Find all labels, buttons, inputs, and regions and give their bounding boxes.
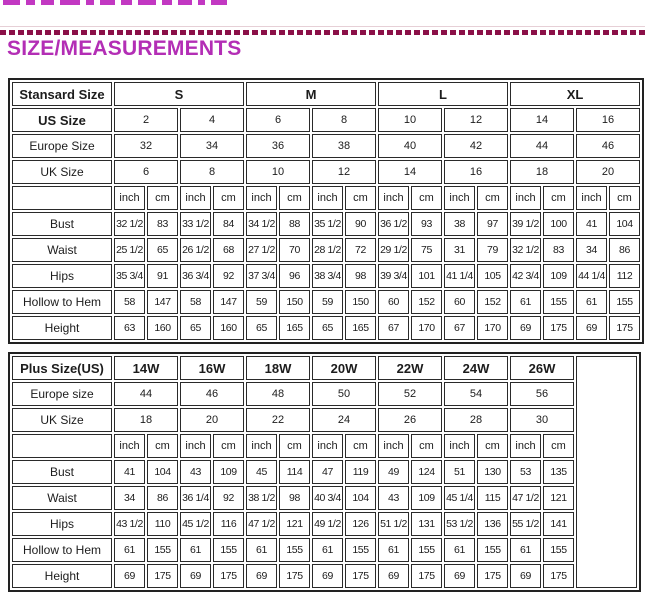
cropped-glyph	[86, 0, 94, 5]
cropped-glyph	[211, 0, 227, 5]
measure-value: 58	[180, 290, 211, 314]
measure-value: 100	[543, 212, 574, 236]
measure-value: 69	[114, 564, 145, 588]
dashed-divider	[0, 30, 645, 35]
measure-value: 58	[114, 290, 145, 314]
measure-value: 27 1/2	[246, 238, 277, 262]
row-label: UK Size	[12, 408, 112, 432]
measure-value: 33 1/2	[180, 212, 211, 236]
unit-cell: cm	[543, 186, 574, 210]
unit-cell: inch	[114, 434, 145, 458]
measure-value: 61	[378, 538, 409, 562]
measure-value: 38	[444, 212, 475, 236]
measure-value: 175	[345, 564, 376, 588]
unit-cell: cm	[213, 186, 244, 210]
unit-cell: cm	[411, 186, 442, 210]
measure-value: 101	[411, 264, 442, 288]
measure-value: 61	[114, 538, 145, 562]
measure-value: 110	[147, 512, 178, 536]
measure-value: 34	[114, 486, 145, 510]
measure-value: 69	[312, 564, 343, 588]
measure-value: 35 1/2	[312, 212, 343, 236]
measure-value: 104	[609, 212, 640, 236]
table-row	[12, 212, 640, 236]
measure-value: 69	[180, 564, 211, 588]
size-value: 16	[444, 160, 508, 184]
group-header: M	[246, 82, 376, 106]
measure-value: 61	[246, 538, 277, 562]
measure-value: 61	[576, 290, 607, 314]
size-value: 6	[246, 108, 310, 132]
size-value: 2	[114, 108, 178, 132]
size-value: 50	[312, 382, 376, 406]
measure-value: 109	[213, 460, 244, 484]
measure-value: 152	[477, 290, 508, 314]
measure-value: 47 1/2	[246, 512, 277, 536]
measure-value: 68	[213, 238, 244, 262]
size-value: 30	[510, 408, 574, 432]
unit-cell: cm	[477, 434, 508, 458]
measure-value: 67	[378, 316, 409, 340]
measure-value: 61	[180, 538, 211, 562]
measure-value: 92	[213, 264, 244, 288]
standard-size-table	[8, 78, 644, 344]
measure-value: 91	[147, 264, 178, 288]
measure-value: 175	[213, 564, 244, 588]
measure-value: 63	[114, 316, 145, 340]
unit-cell: inch	[378, 186, 409, 210]
unit-cell: inch	[378, 434, 409, 458]
unit-cell: inch	[312, 186, 343, 210]
group-header: 14W	[114, 356, 178, 380]
measure-value: 175	[609, 316, 640, 340]
measure-value: 45 1/2	[180, 512, 211, 536]
measure-value: 45	[246, 460, 277, 484]
measure-value: 141	[543, 512, 574, 536]
measure-value: 38 1/2	[246, 486, 277, 510]
measure-value: 165	[279, 316, 310, 340]
measure-value: 165	[345, 316, 376, 340]
measure-value: 130	[477, 460, 508, 484]
measure-value: 36 3/4	[180, 264, 211, 288]
measure-value: 51	[444, 460, 475, 484]
measure-value: 65	[147, 238, 178, 262]
size-value: 12	[312, 160, 376, 184]
cropped-glyph	[138, 0, 156, 5]
measure-value: 32 1/2	[114, 212, 145, 236]
table-row	[12, 408, 637, 432]
measure-value: 35 3/4	[114, 264, 145, 288]
unit-cell: cm	[279, 186, 310, 210]
measure-value: 49 1/2	[312, 512, 343, 536]
measure-value: 61	[510, 290, 541, 314]
table-row	[12, 316, 640, 340]
measure-value: 41	[114, 460, 145, 484]
measure-value: 126	[345, 512, 376, 536]
size-value: 6	[114, 160, 178, 184]
table-row	[12, 564, 637, 588]
page-title: SIZE/MEASUREMENTS	[7, 37, 242, 60]
table-row	[12, 160, 640, 184]
table-row	[12, 382, 637, 406]
size-value: 46	[576, 134, 640, 158]
measure-value: 83	[543, 238, 574, 262]
group-header: 22W	[378, 356, 442, 380]
measure-value: 104	[345, 486, 376, 510]
table-row	[12, 290, 640, 314]
unit-cell: cm	[543, 434, 574, 458]
measure-value: 40 3/4	[312, 486, 343, 510]
measure-value: 98	[345, 264, 376, 288]
group-header: S	[114, 82, 244, 106]
size-value: 8	[312, 108, 376, 132]
size-value: 28	[444, 408, 508, 432]
row-label: Waist	[12, 238, 112, 262]
unit-row-label	[12, 186, 112, 210]
cropped-glyph	[26, 0, 35, 5]
measure-value: 26 1/2	[180, 238, 211, 262]
measure-value: 65	[312, 316, 343, 340]
measure-value: 175	[411, 564, 442, 588]
size-value: 12	[444, 108, 508, 132]
unit-cell: inch	[246, 434, 277, 458]
size-value: 24	[312, 408, 376, 432]
unit-cell: cm	[147, 186, 178, 210]
row-label: Hollow to Hem	[12, 290, 112, 314]
unit-cell: inch	[510, 434, 541, 458]
measure-value: 37 3/4	[246, 264, 277, 288]
size-value: 32	[114, 134, 178, 158]
table-row	[12, 264, 640, 288]
measure-value: 42 3/4	[510, 264, 541, 288]
measure-value: 32 1/2	[510, 238, 541, 262]
size-value: 20	[180, 408, 244, 432]
cropped-glyph	[60, 0, 80, 5]
measure-value: 88	[279, 212, 310, 236]
measure-value: 53 1/2	[444, 512, 475, 536]
measure-value: 155	[543, 290, 574, 314]
group-header: XL	[510, 82, 640, 106]
size-value: 54	[444, 382, 508, 406]
measure-value: 147	[213, 290, 244, 314]
measure-value: 105	[477, 264, 508, 288]
measure-value: 65	[246, 316, 277, 340]
unit-cell: inch	[444, 186, 475, 210]
cropped-glyph	[3, 0, 20, 5]
row-label: Bust	[12, 212, 112, 236]
row-label: Height	[12, 564, 112, 588]
size-value: 26	[378, 408, 442, 432]
row-label: Waist	[12, 486, 112, 510]
thin-divider-line	[0, 26, 645, 27]
row-label: Height	[12, 316, 112, 340]
cropped-glyph	[121, 0, 132, 5]
measure-value: 60	[444, 290, 475, 314]
size-value: 38	[312, 134, 376, 158]
measure-value: 70	[279, 238, 310, 262]
measure-value: 79	[477, 238, 508, 262]
measure-value: 28 1/2	[312, 238, 343, 262]
unit-cell: inch	[576, 186, 607, 210]
row-label: Europe size	[12, 382, 112, 406]
measure-value: 155	[213, 538, 244, 562]
measure-value: 116	[213, 512, 244, 536]
row-label: Hollow to Hem	[12, 538, 112, 562]
measure-value: 170	[477, 316, 508, 340]
measure-value: 155	[543, 538, 574, 562]
table-row	[12, 460, 637, 484]
size-value: 20	[576, 160, 640, 184]
measure-value: 61	[444, 538, 475, 562]
row-label: US Size	[12, 108, 112, 132]
measure-value: 86	[609, 238, 640, 262]
size-value: 52	[378, 382, 442, 406]
cropped-glyph	[41, 0, 54, 5]
measure-value: 69	[378, 564, 409, 588]
measure-value: 41	[576, 212, 607, 236]
unit-row-label	[12, 434, 112, 458]
unit-cell: inch	[246, 186, 277, 210]
group-header: 16W	[180, 356, 244, 380]
measure-value: 96	[279, 264, 310, 288]
measure-value: 175	[147, 564, 178, 588]
measure-value: 59	[312, 290, 343, 314]
cropped-glyph	[162, 0, 172, 5]
measure-value: 65	[180, 316, 211, 340]
measure-value: 44 1/4	[576, 264, 607, 288]
measure-value: 131	[411, 512, 442, 536]
measure-value: 155	[279, 538, 310, 562]
group-label: Plus Size(US)	[12, 356, 112, 380]
measure-value: 170	[411, 316, 442, 340]
unit-cell: cm	[279, 434, 310, 458]
measure-value: 121	[279, 512, 310, 536]
measure-value: 59	[246, 290, 277, 314]
measure-value: 155	[147, 538, 178, 562]
size-value: 18	[510, 160, 574, 184]
measure-value: 75	[411, 238, 442, 262]
measure-value: 69	[510, 564, 541, 588]
table-row	[12, 134, 640, 158]
measure-value: 98	[279, 486, 310, 510]
group-label: Stansard Size	[12, 82, 112, 106]
measure-value: 43 1/2	[114, 512, 145, 536]
size-value: 4	[180, 108, 244, 132]
size-value: 40	[378, 134, 442, 158]
measure-value: 55 1/2	[510, 512, 541, 536]
size-value: 16	[576, 108, 640, 132]
row-label: Hips	[12, 512, 112, 536]
unit-cell: cm	[345, 186, 376, 210]
row-label: Europe Size	[12, 134, 112, 158]
measure-value: 109	[543, 264, 574, 288]
size-value: 34	[180, 134, 244, 158]
measure-value: 69	[444, 564, 475, 588]
cropped-glyph	[198, 0, 205, 5]
measure-value: 36 1/4	[180, 486, 211, 510]
size-value: 10	[246, 160, 310, 184]
measure-value: 160	[213, 316, 244, 340]
measure-value: 38 3/4	[312, 264, 343, 288]
size-value: 14	[510, 108, 574, 132]
row-label: Bust	[12, 460, 112, 484]
table-row	[12, 434, 637, 458]
plus-size-table	[8, 352, 641, 592]
measure-value: 86	[147, 486, 178, 510]
empty-column	[576, 356, 637, 588]
measure-value: 155	[477, 538, 508, 562]
table-row	[12, 108, 640, 132]
measure-value: 97	[477, 212, 508, 236]
cropped-glyph	[178, 0, 192, 5]
size-value: 18	[114, 408, 178, 432]
row-label: UK Size	[12, 160, 112, 184]
measure-value: 175	[279, 564, 310, 588]
measure-value: 175	[543, 316, 574, 340]
measure-value: 61	[312, 538, 343, 562]
table-row	[12, 512, 637, 536]
measure-value: 84	[213, 212, 244, 236]
size-value: 14	[378, 160, 442, 184]
measure-value: 160	[147, 316, 178, 340]
measure-value: 43	[180, 460, 211, 484]
measure-value: 147	[147, 290, 178, 314]
measure-value: 69	[510, 316, 541, 340]
table-row	[12, 538, 637, 562]
size-value: 46	[180, 382, 244, 406]
measure-value: 119	[345, 460, 376, 484]
measure-value: 60	[378, 290, 409, 314]
measure-value: 69	[576, 316, 607, 340]
unit-cell: cm	[147, 434, 178, 458]
unit-cell: inch	[180, 186, 211, 210]
table-row	[12, 186, 640, 210]
unit-cell: cm	[609, 186, 640, 210]
measure-value: 41 1/4	[444, 264, 475, 288]
measure-value: 83	[147, 212, 178, 236]
measure-value: 72	[345, 238, 376, 262]
measure-value: 51 1/2	[378, 512, 409, 536]
table-row	[12, 486, 637, 510]
measure-value: 34 1/2	[246, 212, 277, 236]
measure-value: 47	[312, 460, 343, 484]
size-value: 36	[246, 134, 310, 158]
measure-value: 69	[246, 564, 277, 588]
measure-value: 90	[345, 212, 376, 236]
unit-cell: inch	[114, 186, 145, 210]
cropped-text-fragment	[3, 0, 227, 6]
table-row	[12, 238, 640, 262]
measure-value: 121	[543, 486, 574, 510]
measure-value: 45 1/4	[444, 486, 475, 510]
measure-value: 150	[345, 290, 376, 314]
size-value: 44	[114, 382, 178, 406]
group-header: 18W	[246, 356, 310, 380]
measure-value: 136	[477, 512, 508, 536]
measure-value: 49	[378, 460, 409, 484]
size-value: 44	[510, 134, 574, 158]
size-value: 48	[246, 382, 310, 406]
unit-cell: inch	[180, 434, 211, 458]
measure-value: 53	[510, 460, 541, 484]
measure-value: 47 1/2	[510, 486, 541, 510]
size-value: 8	[180, 160, 244, 184]
group-header: 20W	[312, 356, 376, 380]
unit-cell: inch	[444, 434, 475, 458]
measure-value: 29 1/2	[378, 238, 409, 262]
size-value: 42	[444, 134, 508, 158]
measure-value: 104	[147, 460, 178, 484]
measure-value: 175	[477, 564, 508, 588]
measure-value: 39 1/2	[510, 212, 541, 236]
measure-value: 31	[444, 238, 475, 262]
unit-cell: cm	[411, 434, 442, 458]
group-header: 24W	[444, 356, 508, 380]
measure-value: 115	[477, 486, 508, 510]
measure-value: 175	[543, 564, 574, 588]
measure-value: 150	[279, 290, 310, 314]
unit-cell: cm	[213, 434, 244, 458]
cropped-glyph	[100, 0, 115, 5]
measure-value: 61	[510, 538, 541, 562]
measure-value: 43	[378, 486, 409, 510]
measure-value: 124	[411, 460, 442, 484]
unit-cell: cm	[477, 186, 508, 210]
table-row	[12, 82, 640, 106]
measure-value: 152	[411, 290, 442, 314]
size-value: 10	[378, 108, 442, 132]
group-header: 26W	[510, 356, 574, 380]
measure-value: 109	[411, 486, 442, 510]
measure-value: 93	[411, 212, 442, 236]
measure-value: 39 3/4	[378, 264, 409, 288]
measure-value: 114	[279, 460, 310, 484]
measure-value: 112	[609, 264, 640, 288]
group-header: L	[378, 82, 508, 106]
size-value: 22	[246, 408, 310, 432]
measure-value: 92	[213, 486, 244, 510]
measure-value: 155	[345, 538, 376, 562]
size-value: 56	[510, 382, 574, 406]
measure-value: 155	[411, 538, 442, 562]
measure-value: 34	[576, 238, 607, 262]
unit-cell: inch	[510, 186, 541, 210]
table-row	[12, 356, 637, 380]
measure-value: 36 1/2	[378, 212, 409, 236]
measure-value: 25 1/2	[114, 238, 145, 262]
unit-cell: cm	[345, 434, 376, 458]
row-label: Hips	[12, 264, 112, 288]
measure-value: 135	[543, 460, 574, 484]
measure-value: 67	[444, 316, 475, 340]
measure-value: 155	[609, 290, 640, 314]
unit-cell: inch	[312, 434, 343, 458]
